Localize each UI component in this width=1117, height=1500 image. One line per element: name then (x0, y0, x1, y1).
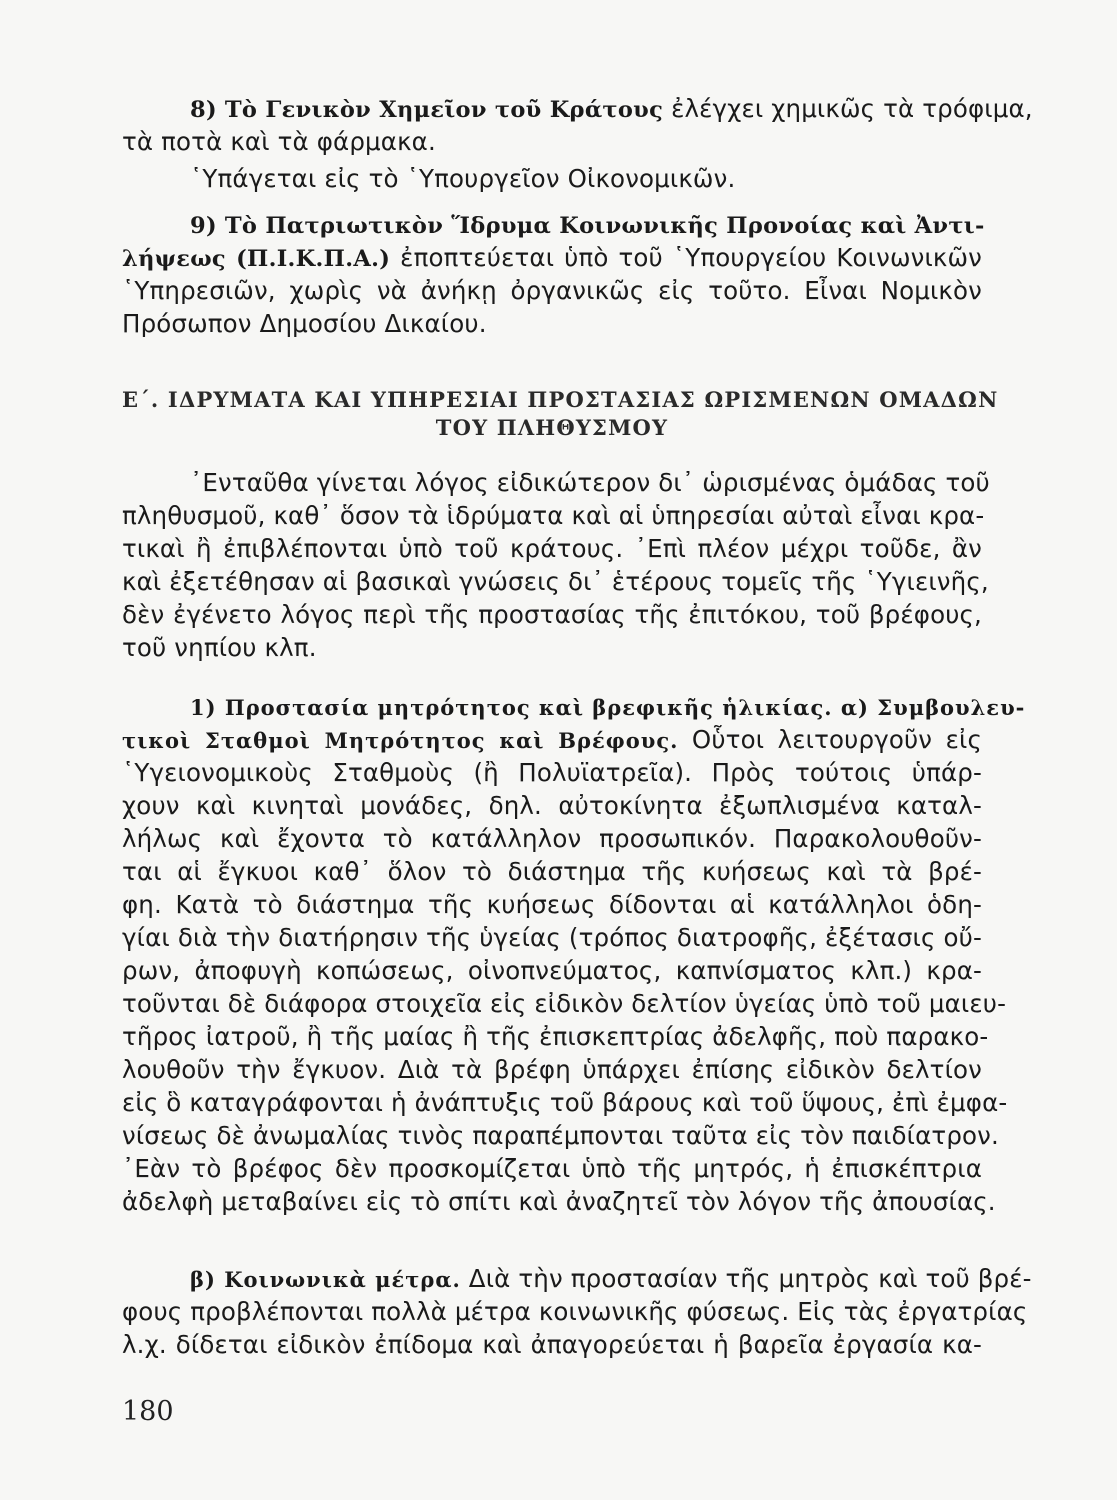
paragraph-9-title-continued: λήψεως (Π.Ι.Κ.Π.Α.) (122, 246, 391, 272)
subsection-1-line: ῾Υγειονομικοὺς Σταθμοὺς (ἢ Πολυϊατρεῖα). Πρὸς τούτοις ὑπάρ- (122, 758, 982, 787)
subsection-1-line-1 (122, 690, 1026, 723)
subsection-beta-line-3: λ.χ. δίδεται εἰδικὸν ἐπίδομα καὶ ἀπαγορεύεται ἡ βαρεῖα ἐργασία κα- (122, 1330, 982, 1359)
paragraph-9-line-3: ῾Υπηρεσιῶν, χωρὶς νὰ ἀνήκῃ ὀργανικῶς εἰς τοῦτο. Εἶναι Νομικὸν (122, 276, 982, 305)
paragraph-9-line-2-rest: ἐποπτεύεται ὑπὸ τοῦ ῾Υπουργείου Κοινωνικῶν (400, 243, 982, 272)
intro-line: ᾿Ενταῦθα γίνεται λόγος εἰδικώτερον δι᾿ ὡρισμένας ὁμάδας τοῦ (190, 468, 990, 497)
subsection-beta-line-1 (122, 1262, 1032, 1295)
paragraph-8-line-3: ῾Υπάγεται εἰς τὸ ῾Υπουργεῖον Οἰκονομικῶν. (190, 164, 736, 193)
section-heading-line-2: ΤΟΥ ΠΛΗΘΥΣΜΟΥ (435, 415, 669, 440)
subsection-beta-line-2: φους προβλέπονται πολλὰ μέτρα κοινωνικῆς φύσεως. Εἰς τὰς ἐργατρίας (122, 1297, 1028, 1326)
subsection-1-line: νίσεως δὲ ἀνωμαλίας τινὸς παραπέμπονται ταῦτα εἰς τὸν παιδίατρον. (122, 1121, 999, 1150)
intro-line: καὶ ἐξετέθησαν αἱ βασικαὶ γνώσεις δι᾿ ἑτέρους τομεῖς τῆς ῾Υγιεινῆς, (122, 567, 989, 596)
subsection-1 (122, 690, 1026, 1218)
subsection-beta (122, 1262, 1032, 1361)
intro-line: δὲν ἐγένετο λόγος περὶ τῆς προστασίας τῆς ἐπιτόκου, τοῦ βρέφους, (122, 600, 982, 629)
paragraph-9-number: 9) (190, 213, 217, 239)
paragraph-8-number: 8) (190, 97, 217, 123)
paragraph-8-line-1-rest: ἐλέγχει χημικῶς τὰ τρόφιμα, (671, 94, 1033, 123)
subsection-1-line: ᾿Εὰν τὸ βρέφος δὲν προσκομίζεται ὑπὸ τῆς μητρός, ἡ ἐπισκέπτρια (122, 1154, 982, 1183)
subsection-1-heading: 1) Προστασία μητρότητος καὶ βρεφικῆς ἡλικίας. α) Συμβουλευ- (190, 695, 1026, 720)
subsection-1-heading-continued: τικοὶ Σταθμοὶ Μητρότητος καὶ Βρέφους. (122, 728, 679, 753)
intro-line: τικαὶ ἢ ἐπιβλέπονται ὑπὸ τοῦ κράτους. ᾿Επὶ πλέον μέχρι τοῦδε, ἂν (122, 534, 982, 563)
intro-paragraph (122, 466, 990, 664)
paragraph-8-line-1 (122, 92, 1033, 125)
paragraph-9-line-1 (122, 208, 985, 241)
paragraph-8-line-2: τὰ ποτὰ καὶ τὰ φάρμακα. (122, 127, 436, 156)
subsection-1-line: ἀδελφὴ μεταβαίνει εἰς τὸ σπίτι καὶ ἀναζητεῖ τὸν λόγον τῆς ἀπουσίας. (122, 1187, 996, 1216)
page-number: 180 (122, 1396, 174, 1427)
paragraph-9 (122, 208, 985, 340)
subsection-1-line: τῆρος ἰατροῦ, ἢ τῆς μαίας ἢ τῆς ἐπισκεπτρίας ἀδελφῆς, ποὺ παρακο- (122, 1022, 989, 1051)
subsection-1-line-2 (122, 723, 982, 756)
subsection-1-line: λήλως καὶ ἔχοντα τὸ κατάλληλον προσωπικόν. Παρακολουθοῦν- (122, 824, 982, 853)
subsection-1-line: εἰς ὃ καταγράφονται ἡ ἀνάπτυξις τοῦ βάρους καὶ τοῦ ὕψους, ἐπὶ ἐμφα- (122, 1088, 1008, 1117)
subsection-1-line: γίαι διὰ τὴν διατήρησιν τῆς ὑγείας (τρόπος διατροφῆς, ἐξέτασις οὔ- (122, 923, 982, 952)
intro-line: πληθυσμοῦ, καθ᾿ ὅσον τὰ ἱδρύματα καὶ αἱ ὑπηρεσίαι αὐταὶ εἶναι κρα- (122, 501, 985, 530)
paragraph-9-title: Τὸ Πατριωτικὸν Ἵδρυμα Κοινωνικῆς Προνοίας καὶ Ἀντι- (224, 213, 985, 239)
paragraph-9-line-4: Πρόσωπον Δημοσίου Δικαίου. (122, 309, 487, 338)
paragraph-8-title: Τὸ Γενικὸν Χημεῖον τοῦ Κράτους (224, 97, 664, 123)
subsection-beta-heading: β) Κοινωνικὰ μέτρα. (190, 1267, 461, 1292)
subsection-1-line: χουν καὶ κινηταὶ μονάδες, δηλ. αὐτοκίνητα ἐξωπλισμένα καταλ- (122, 791, 982, 820)
subsection-1-line: λουθοῦν τὴν ἔγκυον. Διὰ τὰ βρέφη ὑπάρχει ἐπίσης εἰδικὸν δελτίον (122, 1055, 982, 1084)
subsection-1-line: τοῦνται δὲ διάφορα στοιχεῖα εἰς εἰδικὸν δελτίον ὑγείας ὑπὸ τοῦ μαιευ- (122, 989, 1007, 1018)
section-heading-line-1: Ε΄. ΙΔΡΥΜΑΤΑ ΚΑΙ ΥΠΗΡΕΣΙΑΙ ΠΡΟΣΤΑΣΙΑΣ ΩΡΙΣΜΕΝΩΝ ΟΜΑΔΩΝ (122, 387, 999, 412)
subsection-beta-line-1-rest: Διὰ τὴν προστασίαν τῆς μητρὸς καὶ τοῦ βρέ- (468, 1264, 1032, 1293)
paragraph-8 (122, 92, 1033, 195)
intro-line: τοῦ νηπίου κλπ. (122, 633, 317, 662)
subsection-1-line-2-rest: Οὗτοι λειτουργοῦν εἰς (691, 725, 982, 754)
subsection-1-line: ται αἱ ἔγκυοι καθ᾿ ὅλον τὸ διάστημα τῆς κυήσεως καὶ τὰ βρέ- (122, 857, 982, 886)
section-heading (122, 386, 999, 442)
subsection-1-line: ρων, ἀποφυγὴ κοπώσεως, οἰνοπνεύματος, καπνίσματος κλπ.) κρα- (122, 956, 982, 985)
paragraph-9-line-2 (122, 241, 982, 274)
subsection-1-line: φη. Κατὰ τὸ διάστημα τῆς κυήσεως δίδονται αἱ κατάλληλοι ὁδη- (122, 890, 982, 919)
